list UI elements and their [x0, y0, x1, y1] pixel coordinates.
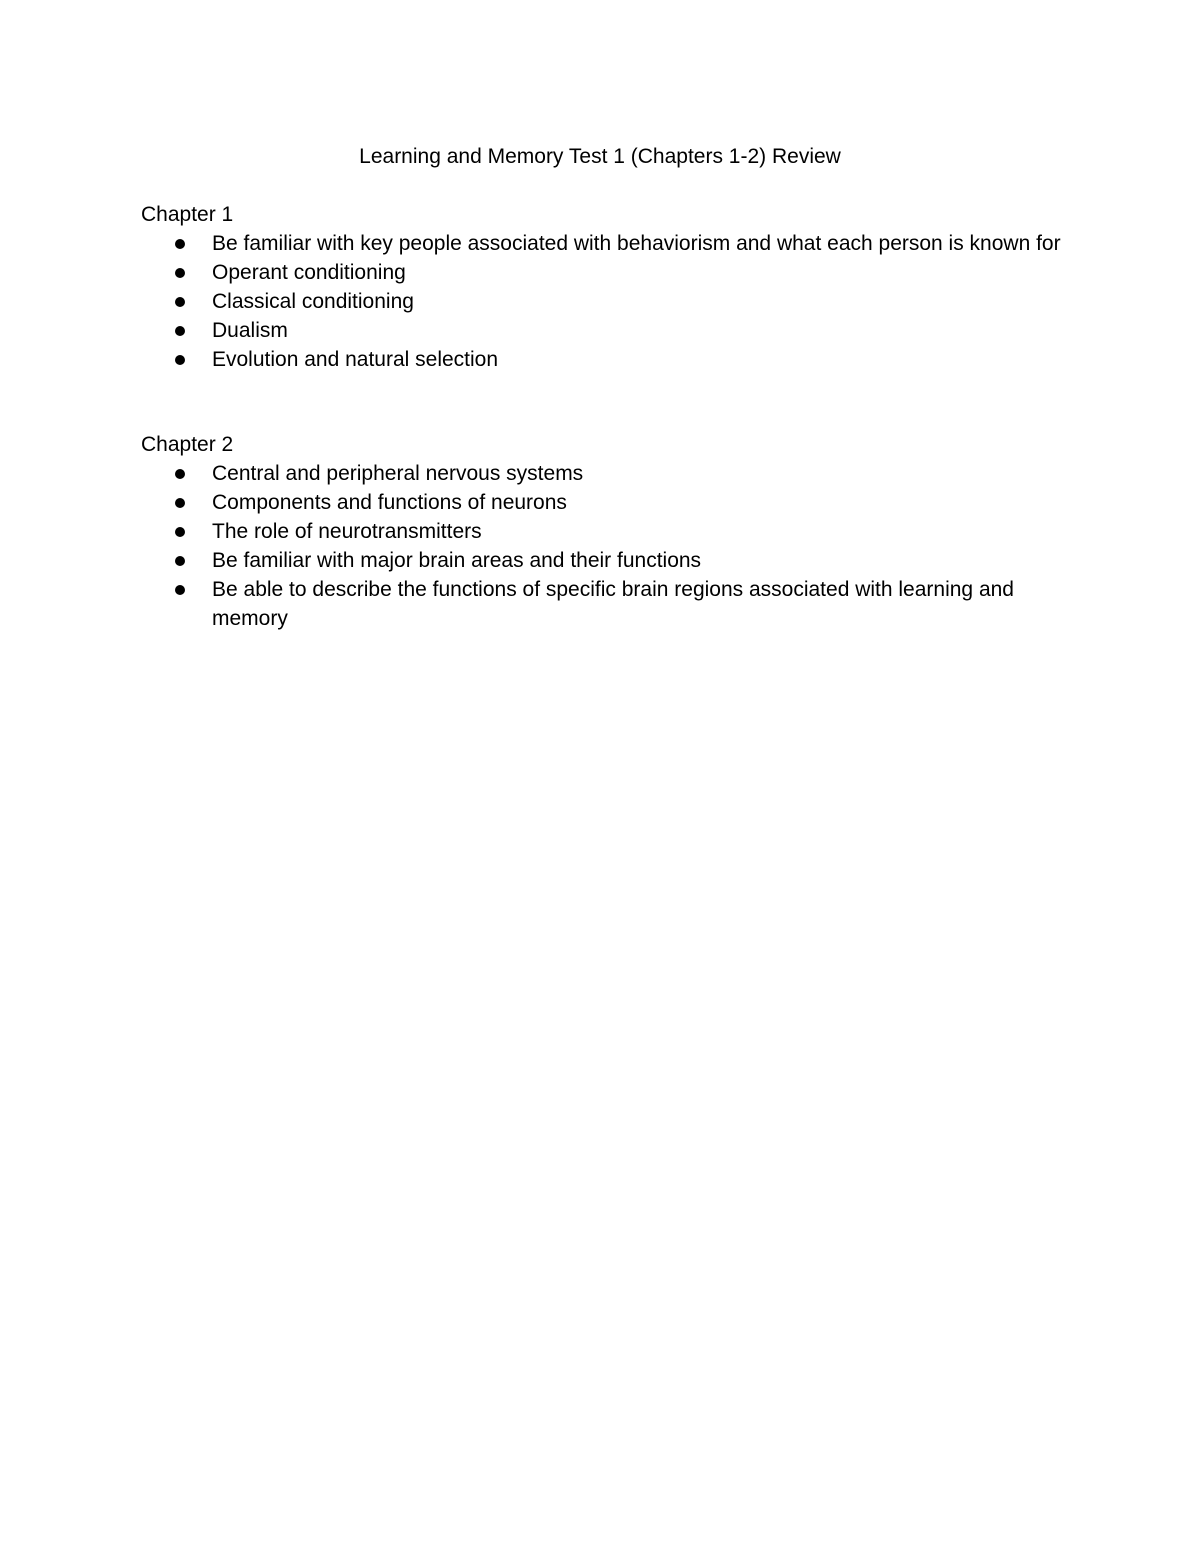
bullet-icon [175, 585, 185, 595]
bullet-icon [175, 326, 185, 336]
bullet-icon [175, 355, 185, 365]
list-item-text: Classical conditioning [212, 290, 414, 313]
list-item [141, 345, 1081, 374]
bullet-icon [175, 297, 185, 307]
list-item [141, 316, 1081, 345]
list-item-text: Be able to describe the functions of specific brain regions associated with learning and memory [212, 578, 1014, 630]
bullet-icon [175, 527, 185, 537]
list-item [141, 459, 1081, 488]
list-item-text: Evolution and natural selection [212, 348, 499, 371]
bullet-icon [175, 556, 185, 566]
list-item-text: The role of neurotransmitters [212, 520, 482, 543]
chapter-2-section [141, 430, 1081, 633]
list-item [141, 517, 1081, 546]
list-item-text: Dualism [212, 319, 288, 342]
bullet-icon [175, 469, 185, 479]
list-item [141, 229, 1081, 258]
list-item [141, 546, 1081, 575]
chapter-2-heading: Chapter 2 [141, 433, 234, 456]
chapter-1-section [141, 200, 1081, 374]
document-title: Learning and Memory Test 1 (Chapters 1-2) Review [359, 145, 841, 168]
list-item-text: Operant conditioning [212, 261, 406, 284]
list-item-text: Be familiar with key people associated with behaviorism and what each person is known for [212, 232, 1061, 255]
chapter-1-list [141, 229, 1081, 374]
list-item-text: Components and functions of neurons [212, 491, 567, 514]
chapter-1-heading: Chapter 1 [141, 203, 234, 226]
bullet-icon [175, 498, 185, 508]
list-item [141, 287, 1081, 316]
list-item [141, 258, 1081, 287]
chapter-2-list [141, 459, 1081, 633]
list-item-text: Central and peripheral nervous systems [212, 462, 584, 485]
list-item [141, 488, 1081, 517]
bullet-icon [175, 268, 185, 278]
bullet-icon [175, 239, 185, 249]
list-item [141, 575, 1081, 633]
list-item-text: Be familiar with major brain areas and their functions [212, 549, 702, 572]
